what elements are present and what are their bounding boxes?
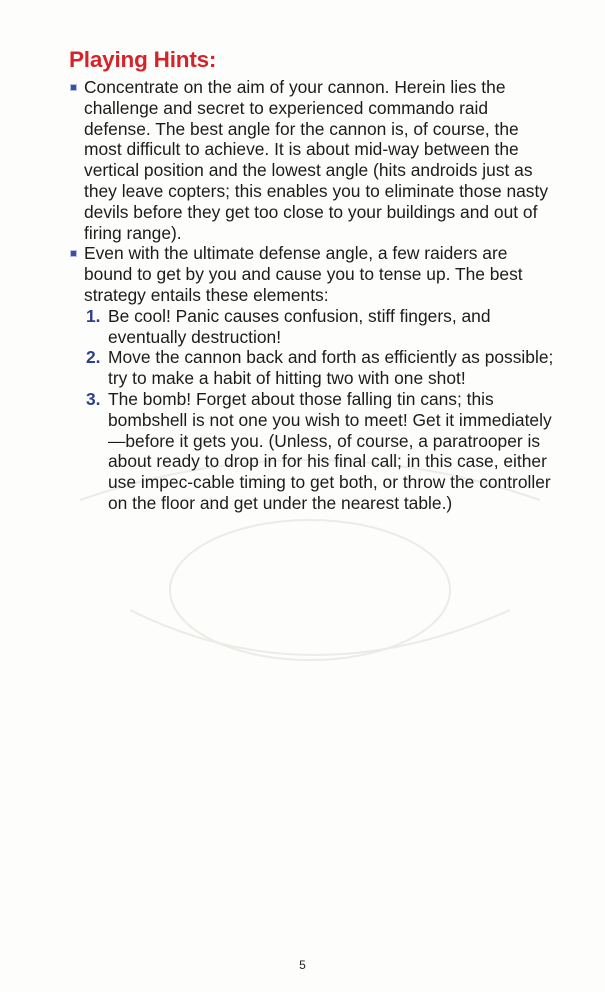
step-number: 1. [86, 305, 101, 326]
hint-item [69, 243, 559, 513]
strategy-step [84, 347, 559, 389]
hint-item [69, 77, 559, 243]
hints-list [69, 77, 559, 514]
hint-text: Concentrate on the aim of your cannon. Herein lies the challenge and secret to experienced commando raid defense. The best angle for the cannon is, of course, the most difficult to achieve. It is about mid-way between the vertical position and the lowest angle (hits androids just as they leave copters; this enables you to eliminate those nasty devils before they get too close to your buildings and out of firing range). [84, 77, 549, 243]
step-number: 2. [86, 347, 101, 368]
strategy-step [84, 306, 559, 348]
step-text: Be cool! Panic causes confusion, stiff fingers, and eventually destruction! [108, 305, 491, 347]
square-bullet-icon [70, 250, 77, 257]
step-text: The bomb! Forget about those falling tin cans; this bombshell is not one you wish to meet! Get it immediately—before it gets you. (Unless, of course, a paratrooper is about ready to drop in for his final call; in this case, either use impec-cable timing to get both, or throw the controller on the floor and get under the nearest table.) [108, 388, 552, 513]
step-text: Move the cannon back and forth as efficiently as possible; try to make a habit of hitting two with one shot! [108, 347, 554, 389]
strategy-steps [84, 306, 559, 514]
manual-page [69, 46, 559, 514]
step-number: 3. [86, 388, 101, 409]
hint-text: Even with the ultimate defense angle, a few raiders are bound to get by you and cause you to tense up. The best strategy entails these elements: [84, 243, 523, 305]
section-heading: Playing Hints: [69, 47, 217, 72]
page-number: 5 [299, 958, 306, 972]
square-bullet-icon [70, 84, 77, 91]
strategy-step [84, 389, 559, 514]
